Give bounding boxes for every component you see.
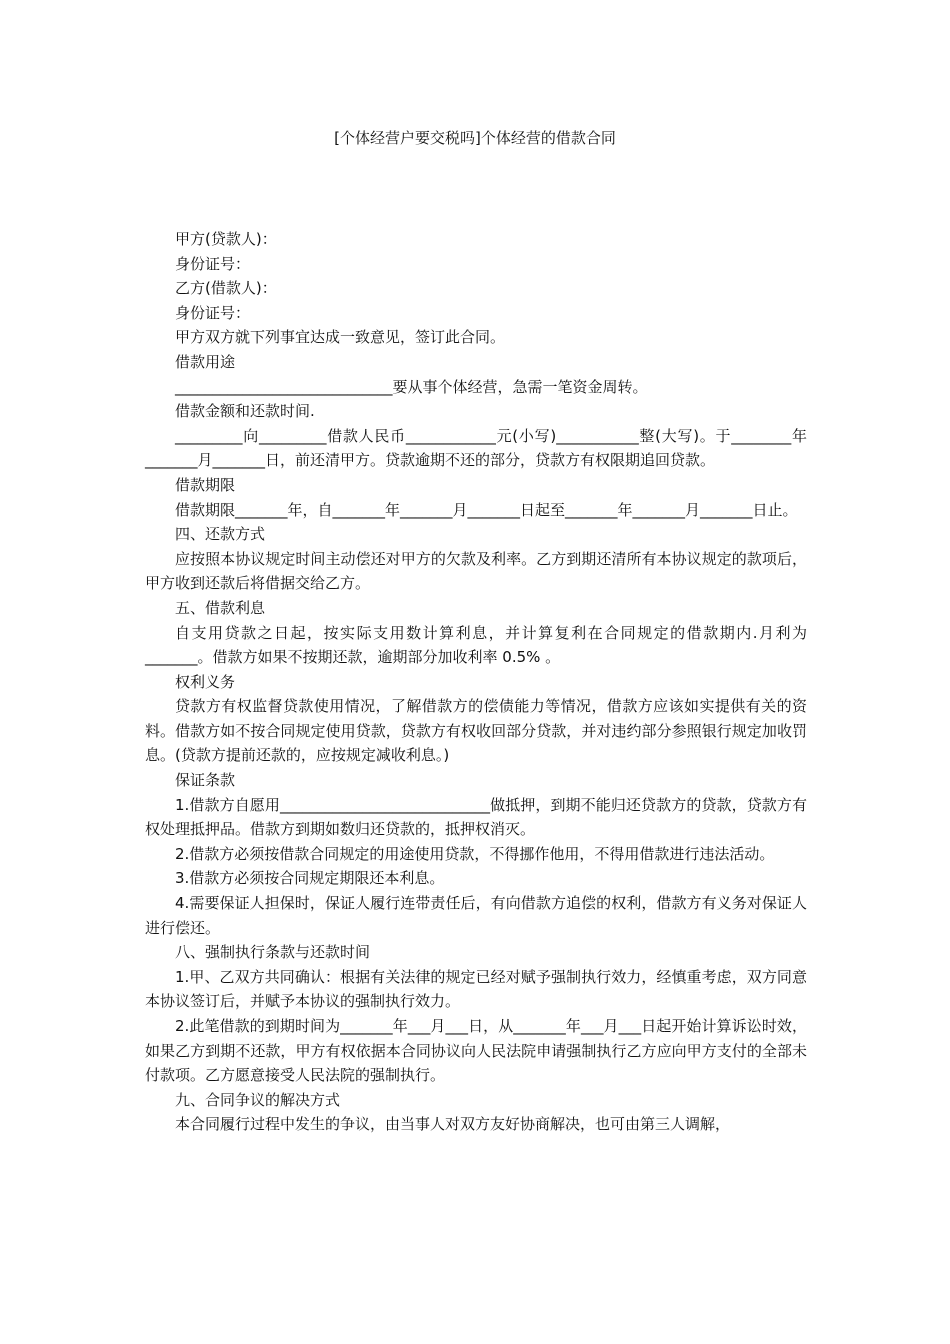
paragraph: 借款期限_______年，自_______年_______月_______日起至_______年_______月_______日止。 [175,500,798,519]
section-heading: 四、还款方式 [175,525,266,544]
paragraph: 2.借款方必须按借款合同规定的用途使用贷款，不得挪作他用，不得用借款进行违法活动。 [175,844,775,863]
paragraph: 1.借款方自愿用____________________________做抵押，到期不能归还贷款方的贷款，贷款方有权处理抵押品。借款方到期如数归还贷款的，抵押权消灭。 [145,795,807,839]
paragraph: _____________________________要从事个体经营，急需一笔资金周转。 [175,377,648,396]
section-heading: 权利义务 [175,672,236,691]
section-heading: 九、合同争议的解决方式 [175,1090,341,1109]
section-heading: 借款期限 [175,475,236,494]
paragraph: 身份证号： [175,303,251,322]
paragraph: 甲方(贷款人)： [175,230,277,248]
document-body [145,227,807,1137]
document-title: [个体经营户要交税吗]个体经营的借款合同 [334,129,616,147]
paragraph: 身份证号： [175,254,251,273]
section-heading: 借款用途 [175,352,236,371]
section-heading: 借款金额和还款时间. [175,402,315,421]
paragraph: 2.此笔借款的到期时间为_______年___月___日，从_______年___月___日起开始计算诉讼时效，如果乙方到期不还款，甲方有权依据本合同协议向人民法院申请强制执行乙方应向甲方支付的全部未付款项。乙方愿意接受人民法院的强制执行。 [145,1017,807,1085]
section-heading: 八、强制执行条款与还款时间 [175,943,371,962]
paragraph: 自支用贷款之日起，按实际支用数计算利息，并计算复利在合同规定的借款期内.月利为_______。借款方如果不按期还款，逾期部分加收利率 0.5% 。 [145,623,807,667]
paragraph: 4.需要保证人担保时，保证人履行连带责任后，有向借款方追偿的权利，借款方有义务对保证人进行偿还。 [145,894,807,937]
paragraph: 乙方(借款人)： [175,279,277,298]
paragraph: 1.甲、乙双方共同确认：根据有关法律的规定已经对赋予强制执行效力，经慎重考虑，双方同意本协议签订后，并赋予本协议的强制执行效力。 [145,967,807,1011]
paragraph: _________向_________借款人民币____________元(小写)___________整(大写)。于________年_______月_______日，前还清甲方。贷款逾期不还的部分，贷款方有权限期追回贷款。 [145,426,807,470]
paragraph: 应按照本协议规定时间主动偿还对甲方的欠款及利率。乙方到期还清所有本协议规定的款项后，甲方收到还款后将借据交给乙方。 [145,549,807,593]
paragraph: 贷款方有权监督贷款使用情况，了解借款方的偿债能力等情况，借款方应该如实提供有关的资料。借款方如不按合同规定使用贷款，贷款方有权收回部分贷款，并对违约部分参照银行规定加收罚息。(贷款方提前还款的，应按规定减收利息。) [145,697,807,765]
paragraph: 3.借款方必须按合同规定期限还本利息。 [175,869,445,888]
section-heading: 五、借款利息 [175,598,266,617]
paragraph: 甲方双方就下列事宜达成一致意见，签订此合同。 [175,328,506,347]
paragraph: 本合同履行过程中发生的争议，由当事人对双方友好协商解决，也可由第三人调解， [175,1115,731,1134]
section-heading: 保证条款 [175,771,236,790]
